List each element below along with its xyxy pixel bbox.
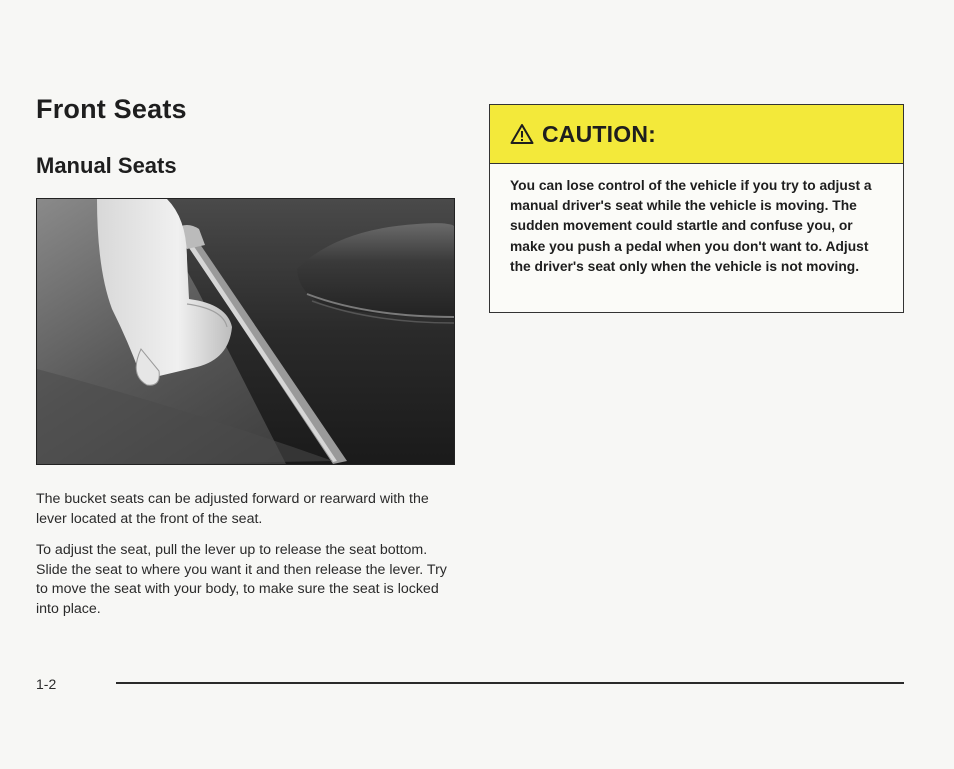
seat-lever-photo — [36, 198, 455, 465]
paragraph-bucket-seats: The bucket seats can be adjusted forward or rearward with the lever located at the front of the seat. — [36, 491, 429, 527]
warning-triangle-icon — [510, 123, 534, 145]
caution-box — [489, 104, 904, 313]
footer-rule — [116, 682, 904, 684]
page-title: Front Seats — [36, 94, 187, 124]
section-title: Manual Seats — [36, 153, 177, 178]
caution-text: You can lose control of the vehicle if you try to adjust a manual driver's seat while the vehicle is moving. The sudden movement could startle and confuse you, or make you push a pedal when you don't want to. Adjust the driver's seat only when the vehicle is not moving. — [510, 178, 872, 274]
paragraph-adjust-seat: To adjust the seat, pull the lever up to release the seat bottom. Slide the seat to where you want it and then release the lever. Try to move the seat with your body, to make sure the seat is locked into place. — [36, 542, 447, 617]
caution-title: CAUTION: — [542, 120, 657, 147]
caution-header — [490, 105, 903, 164]
page-number: 1-2 — [36, 676, 57, 692]
